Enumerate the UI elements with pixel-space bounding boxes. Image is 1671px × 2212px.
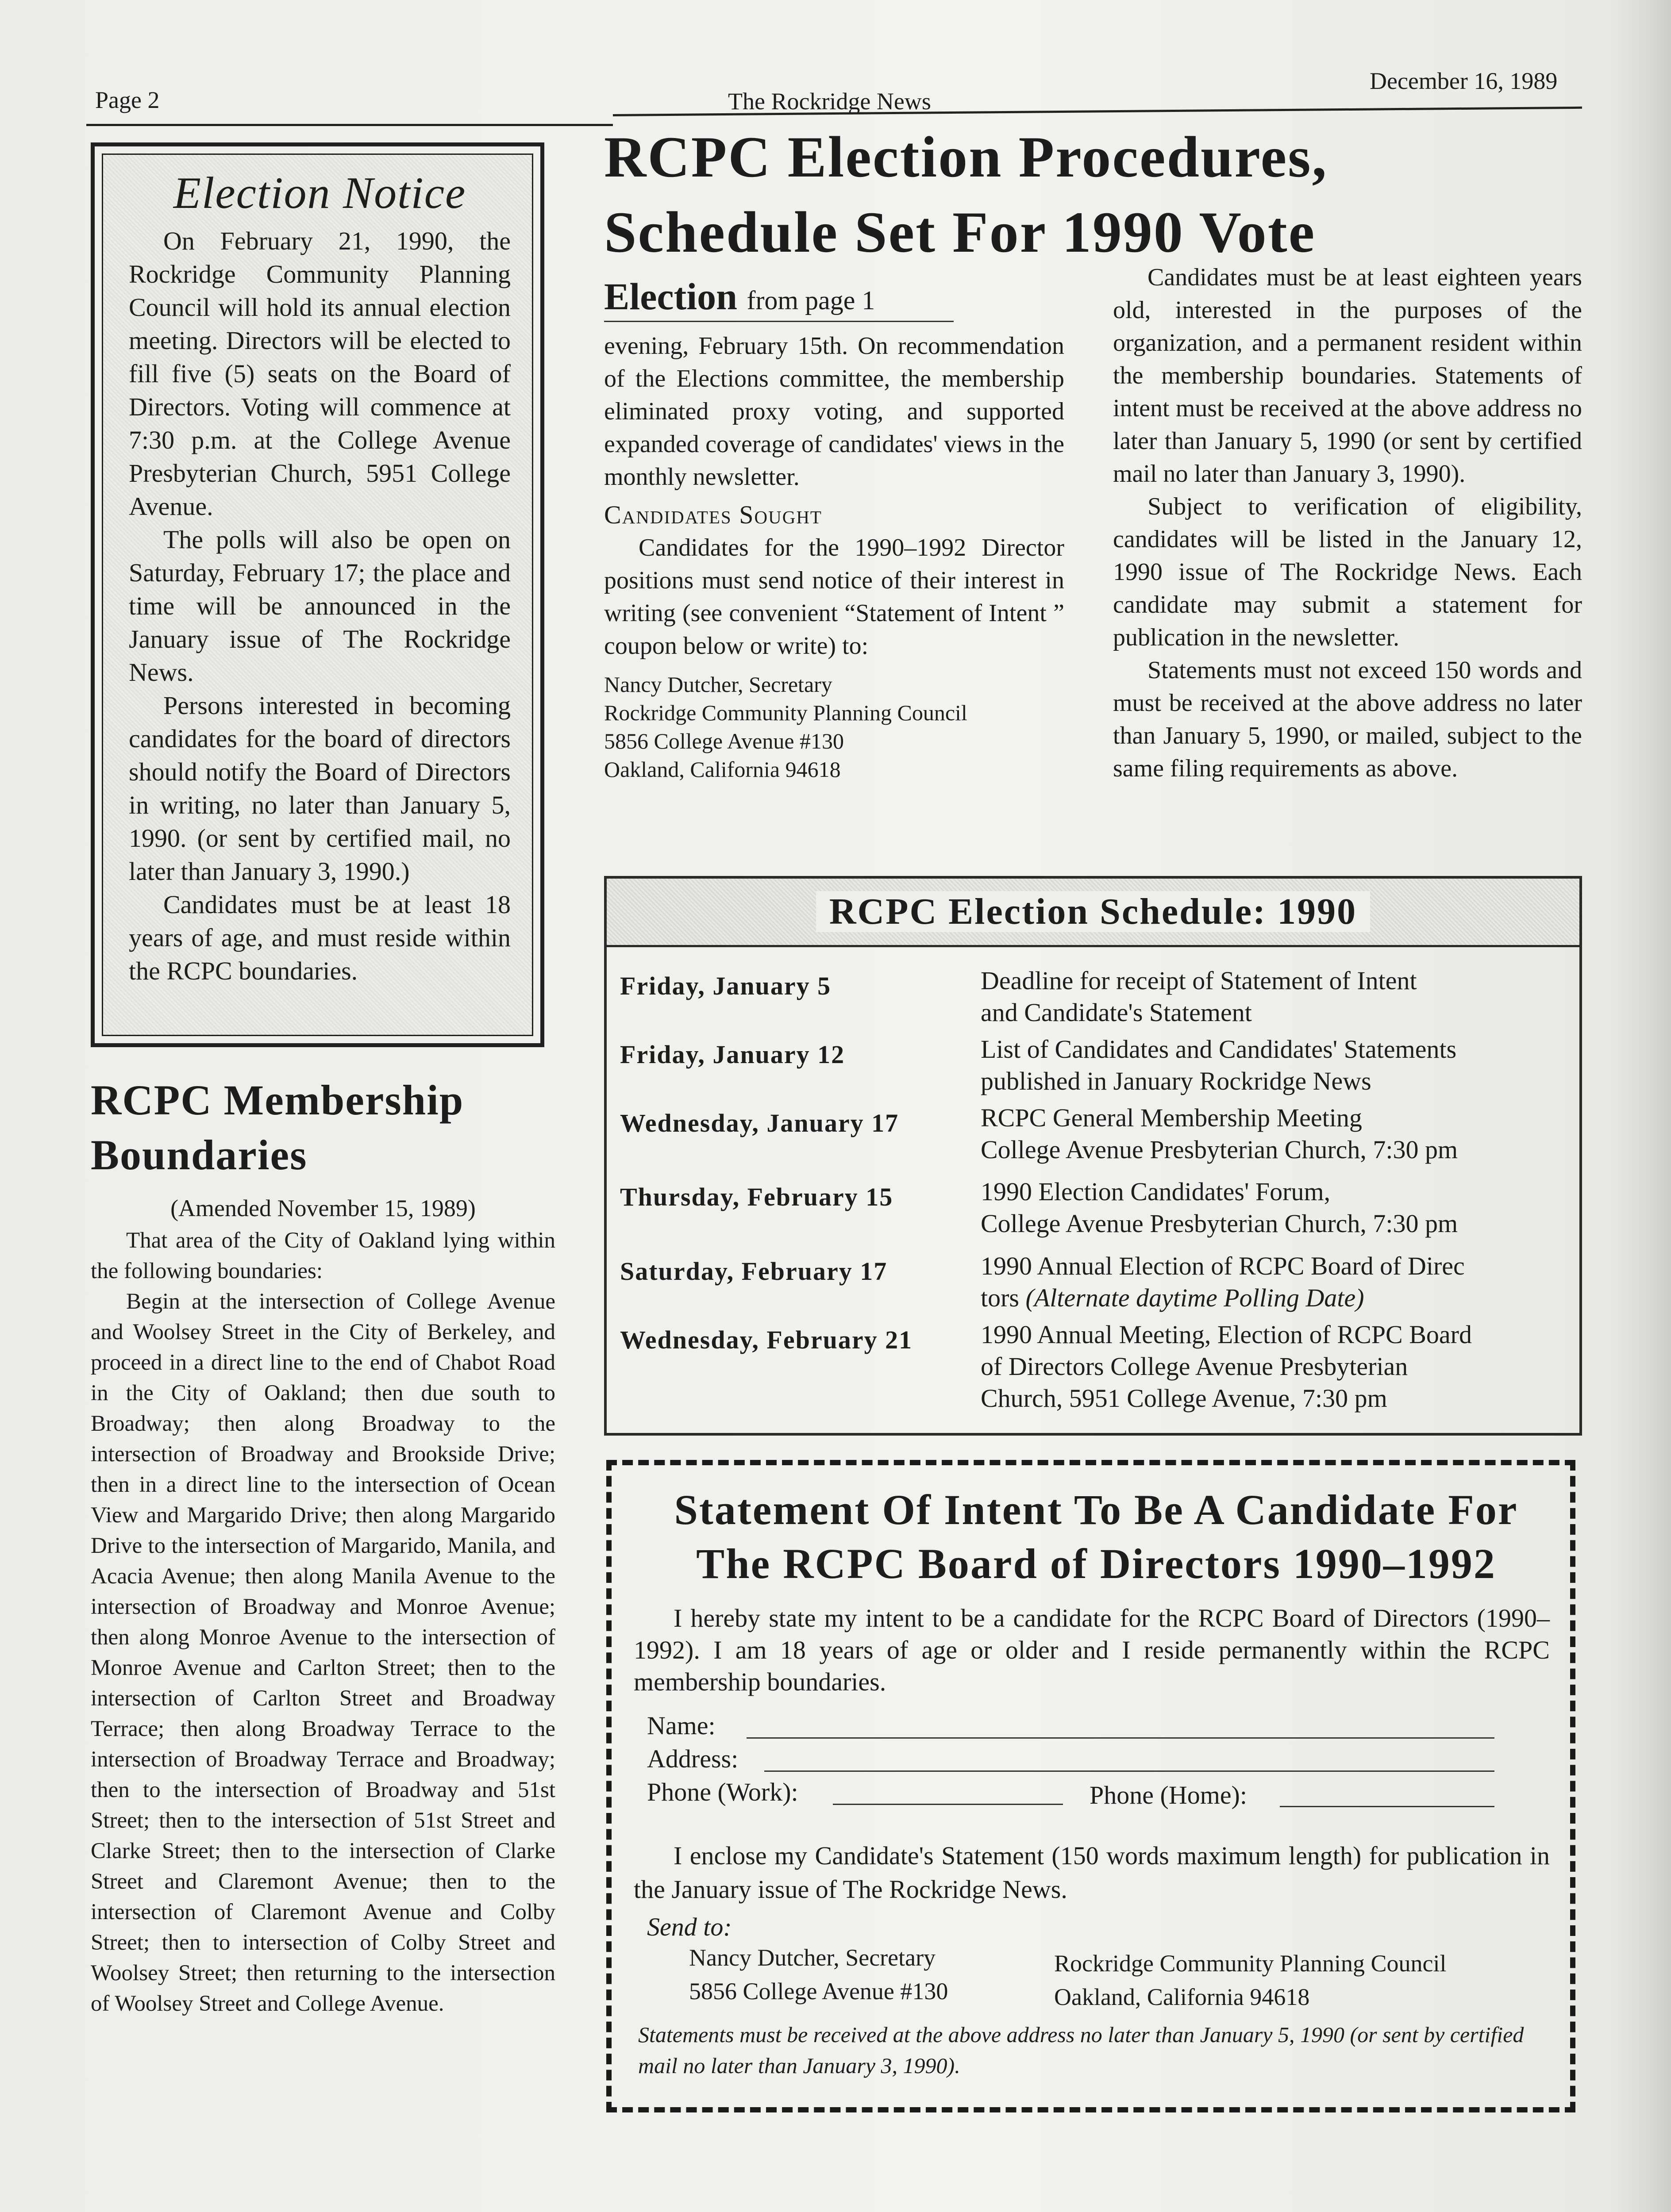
boundaries-paragraph: Begin at the intersection of College Avenue and Woolsey Street in the City of Berkeley, and proceed in a direct line to the end of Chabot Road in the City of Oakland; then due south to Broadway; then along Broadway to the intersection of Broadway and Brookside Drive; then in a direct line to the intersection of Ocean View and Margarido Drive; then along Margarido Drive to the intersection of Margarido, Manila, and Acacia Avenue; then along Manila Avenue to the intersection of Broadway and Monroe Avenue; then along Monroe Avenue to the intersection of Monroe Avenue and Carlton Street; then to the intersection of Carlton Street and Broadway Terrace; then along Broadway Terrace to the intersection of Broadway Terrace and Broadway; then to the intersection of Broadway and 51st Street; then to the intersection of 51st Street and Clarke Street; then to the intersection of Clarke Street and Claremont Avenue; then to the intersection of Claremont Avenue and Colby Street; then to intersection of Colby Street and Woolsey Street; then returning to the intersection of Woolsey Street and College Avenue.: [91, 1289, 555, 2016]
subhead-candidates-sought: Candidates Sought: [604, 500, 822, 529]
jump-line: [604, 274, 875, 319]
article-paragraph: Candidates must be at least eighteen years old, interested in the purposes of the organization, and a permanent resident within the membership boundaries. Statements of intent must be received at the above address no later than January 5, 1990 (or sent by certified mail no later than January 3, 1990).: [1113, 264, 1582, 488]
jump-word: Election: [604, 275, 737, 318]
address-field[interactable]: [764, 1770, 1494, 1772]
notice-paragraph: Candidates must be at least 18 years of age, and must reside within the RCPC boundaries.: [129, 890, 511, 985]
send-to-label: Send to:: [647, 1912, 732, 1941]
coupon-title-line: The RCPC Board of Directors 1990–1992: [696, 1540, 1496, 1587]
notice-paragraph: Persons interested in becoming candidates for the board of directors should notify the Board of Directors in writing, no later than January 5, 1990. (or sent by certified mail, no later than January 3, 1990.): [129, 691, 511, 886]
header-rule-left: [86, 124, 613, 126]
article-column-right: [1113, 261, 1582, 785]
phone-work-label: Phone (Work):: [647, 1778, 798, 1806]
statement-of-intent-coupon: [606, 1460, 1575, 2112]
schedule-description: [981, 1176, 1569, 1240]
schedule-desc-line: of Directors College Avenue Presbyterian: [981, 1352, 1408, 1381]
article-paragraph: evening, February 15th. On recommendation of the Elections committee, the membership eliminated proxy voting, and supported expanded coverage of candidates' views in the monthly newsletter.: [604, 332, 1064, 491]
address-line: 5856 College Avenue #130: [689, 1978, 948, 2005]
schedule-day: Thursday, February 15: [620, 1183, 893, 1211]
article-headline: [604, 119, 1622, 270]
coupon-title: [629, 1483, 1563, 1591]
boundaries-text: [91, 1225, 555, 2019]
election-notice-inner: [102, 154, 533, 1036]
schedule-title: RCPC Election Schedule: 1990: [816, 891, 1370, 932]
phone-home-field[interactable]: [1280, 1806, 1494, 1807]
schedule-desc-line: RCPC General Membership Meeting: [981, 1103, 1362, 1132]
article-paragraph: Subject to verification of eligibility, candidates will be listed in the January 12, 1990 issue of The Rockridge News. Each candidate may submit a statement for publication in the newsletter.: [1113, 493, 1582, 651]
schedule-day: Friday, January 5: [620, 972, 832, 1000]
schedule-desc-text: tors: [981, 1283, 1019, 1312]
schedule-day: Wednesday, January 17: [620, 1109, 899, 1137]
schedule-description: [981, 1319, 1569, 1414]
schedule-desc-line: College Avenue Presbyterian Church, 7:30 pm: [981, 1209, 1458, 1238]
schedule-description: [981, 1033, 1569, 1097]
page-spine-shadow: [1605, 0, 1671, 2212]
notice-paragraph: On February 21, 1990, the Rockridge Community Planning Council will hold its annual election meeting. Directors will be elected to fill five (5) seats on the Board of Directors. Voting will commence at 7:30 p.m. at the College Avenue Presbyterian Church, 5951 College Avenue.: [129, 227, 511, 521]
issue-date: December 16, 1989: [1370, 68, 1558, 94]
coupon-address-right: [1054, 1947, 1446, 2014]
coupon-enclose-text: I enclose my Candidate's Statement (150 words maximum length) for publication in the January issue of The Rockridge News.: [634, 1841, 1550, 1904]
address-line: Rockridge Community Planning Council: [604, 700, 967, 725]
election-schedule-box: [604, 876, 1582, 1436]
schedule-desc-line: 1990 Election Candidates' Forum,: [981, 1177, 1331, 1206]
jump-rule: [604, 321, 954, 322]
schedule-description: [981, 965, 1569, 1029]
boundaries-paragraph: That area of the City of Oakland lying within the following boundaries:: [91, 1228, 555, 1283]
schedule-day: Wednesday, February 21: [620, 1325, 913, 1354]
schedule-desc-line: College Avenue Presbyterian Church, 7:30 pm: [981, 1135, 1458, 1164]
headline-line: RCPC Election Procedures,: [604, 124, 1328, 189]
jump-from: from page 1: [747, 286, 875, 315]
article-column-left: [604, 330, 1064, 783]
schedule-day: Friday, January 12: [620, 1040, 845, 1069]
schedule-desc-line: 1990 Annual Election of RCPC Board of Direc: [981, 1252, 1465, 1280]
election-notice-box: [91, 142, 544, 1047]
page-number: Page 2: [95, 87, 160, 113]
schedule-title-bar: [607, 879, 1579, 947]
name-label: Name:: [647, 1711, 716, 1740]
schedule-desc-line: [981, 1282, 1569, 1314]
schedule-day: Saturday, February 17: [620, 1257, 888, 1286]
schedule-description: [981, 1102, 1569, 1166]
name-field[interactable]: [747, 1737, 1494, 1739]
schedule-desc-italic: (Alternate daytime Polling Date): [1025, 1283, 1364, 1312]
article-paragraph: Candidates for the 1990–1992 Director positions must send notice of their interest in writing (see convenient “Statement of Intent ” coupon below or write) to:: [604, 534, 1064, 660]
boundaries-amended: (Amended November 15, 1989): [170, 1195, 476, 1221]
address-line: Rockridge Community Planning Council: [1054, 1950, 1447, 1977]
coupon-address-left: [689, 1941, 948, 2008]
secretary-address: [604, 670, 1064, 783]
address-line: Oakland, California 94618: [1054, 1984, 1310, 2010]
schedule-description: [981, 1250, 1569, 1314]
schedule-desc-line: published in January Rockridge News: [981, 1067, 1371, 1095]
phone-home-label: Phone (Home):: [1090, 1781, 1247, 1809]
boundaries-title: RCPC Membership Boundaries: [91, 1076, 464, 1179]
schedule-desc-line: Deadline for receipt of Statement of Intent: [981, 966, 1417, 995]
schedule-desc-line: and Candidate's Statement: [981, 998, 1252, 1027]
phone-work-field[interactable]: [833, 1804, 1063, 1805]
address-line: Nancy Dutcher, Secretary: [689, 1944, 936, 1971]
article-paragraph: Statements must not exceed 150 words and must be received at the above address no later than January 5, 1990, or mailed, subject to the same filing requirements as above.: [1113, 657, 1582, 782]
schedule-desc-line: 1990 Annual Meeting, Election of RCPC Board: [981, 1320, 1472, 1349]
address-label: Address:: [647, 1744, 739, 1773]
paper-name: The Rockridge News: [728, 88, 931, 115]
address-line: Nancy Dutcher, Secretary: [604, 672, 832, 697]
notice-paragraph: The polls will also be open on Saturday, February 17; the place and time will be announced in the January issue of The Rockridge News.: [129, 525, 511, 687]
coupon-deadline-note: Statements must be received at the above address no later than January 5, 1990 (or sent by certified mail no later than January 3, 1990).: [638, 2022, 1524, 2078]
headline-line: Schedule Set For 1990 Vote: [604, 200, 1316, 265]
address-line: 5856 College Avenue #130: [604, 729, 844, 753]
schedule-desc-line: Church, 5951 College Avenue, 7:30 pm: [981, 1384, 1387, 1413]
election-notice-title: Election Notice: [173, 168, 466, 218]
coupon-statement: I hereby state my intent to be a candidate for the RCPC Board of Directors (1990–1992). I am 18 years of age or older and I reside permanently within the RCPC membership boundaries.: [634, 1604, 1550, 1696]
schedule-desc-line: List of Candidates and Candidates' Statements: [981, 1035, 1457, 1064]
address-line: Oakland, California 94618: [604, 757, 841, 782]
coupon-title-line: Statement Of Intent To Be A Candidate For: [674, 1486, 1518, 1533]
